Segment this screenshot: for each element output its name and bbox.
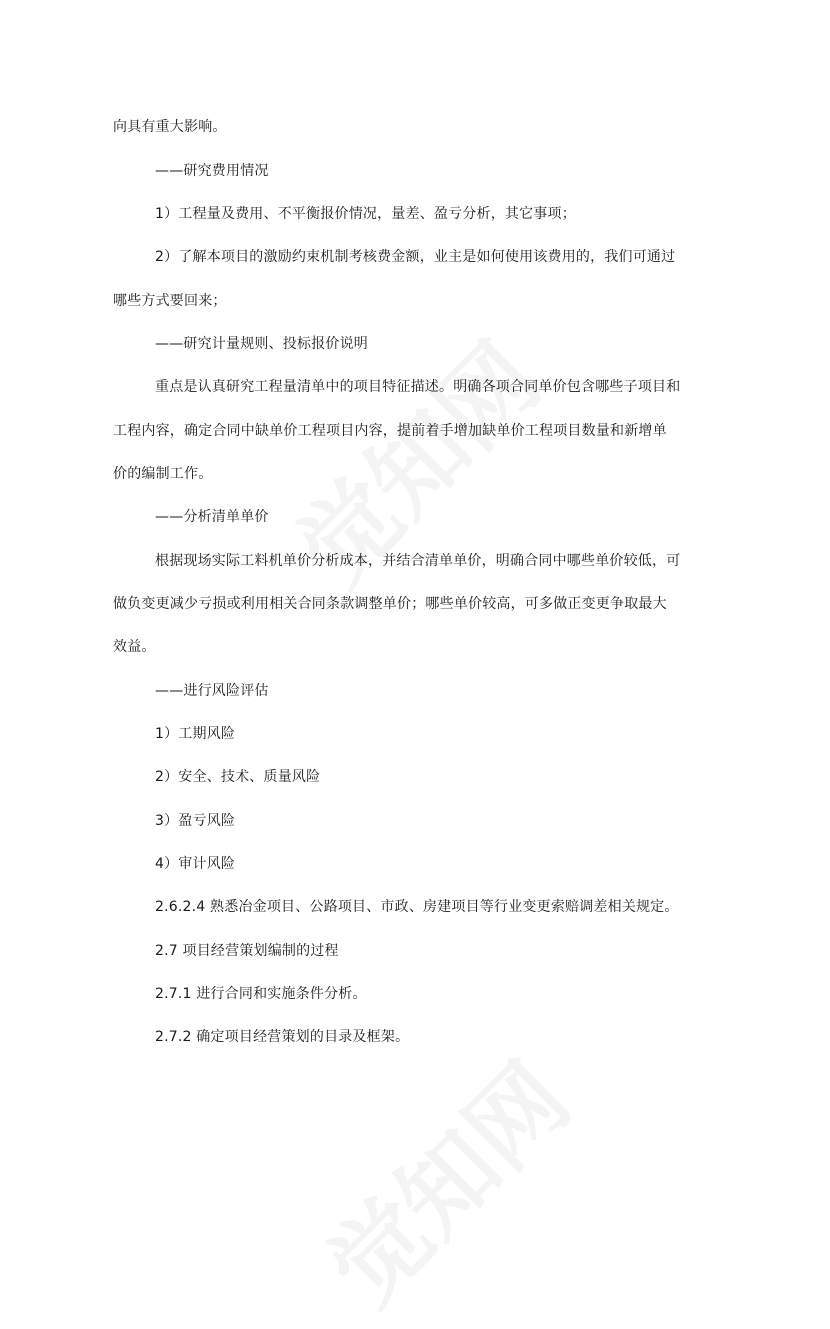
paragraph-line: 做负变更减少亏损或利用相关合同条款调整单价；哪些单价较高，可多做正变更争取最大 <box>113 596 667 612</box>
numbered-clause: 2.7.2 确定项目经营策划的目录及框架。 <box>155 1029 410 1045</box>
numbered-clause: 2.7.1 进行合同和实施条件分析。 <box>155 986 367 1002</box>
section-heading: ——研究费用情况 <box>155 163 269 179</box>
list-item: 2）安全、技术、质量风险 <box>155 769 321 785</box>
list-item: 4）审计风险 <box>155 856 236 872</box>
paragraph-line: 工程内容，确定合同中缺单价工程项目内容，提前着手增加缺单价工程项目数量和新增单 <box>113 423 667 439</box>
paragraph-line: 重点是认真研究工程量清单中的项目特征描述。明确各项合同单价包含哪些子项目和 <box>155 379 681 395</box>
list-item: 3）盈亏风险 <box>155 813 236 829</box>
section-heading: ——分析清单单价 <box>155 509 269 525</box>
paragraph-line: 哪些方式要回来； <box>113 293 227 309</box>
numbered-clause: 2.6.2.4 熟悉冶金项目、公路项目、市政、房建项目等行业变更索赔调差相关规定。 <box>155 899 679 915</box>
numbered-heading: 2.7 项目经营策划编制的过程 <box>155 943 339 959</box>
list-item: 2）了解本项目的激励约束机制考核费金额，业主是如何使用该费用的，我们可通过 <box>155 249 676 265</box>
section-heading: ——研究计量规则、投标报价说明 <box>155 336 368 352</box>
paragraph-line: 效益。 <box>113 639 156 655</box>
paragraph-line: 向具有重大影响。 <box>113 119 227 135</box>
watermark <box>294 1028 595 1329</box>
list-item: 1）工程量及费用、不平衡报价情况，量差、盈亏分析，其它事项； <box>155 206 576 222</box>
list-item: 1）工期风险 <box>155 726 236 742</box>
paragraph-line: 价的编制工作。 <box>113 466 213 482</box>
section-heading: ——进行风险评估 <box>155 683 269 699</box>
paragraph-line: 根据现场实际工料机单价分析成本，并结合清单单价，明确合同中哪些单价较低，可 <box>155 553 681 569</box>
